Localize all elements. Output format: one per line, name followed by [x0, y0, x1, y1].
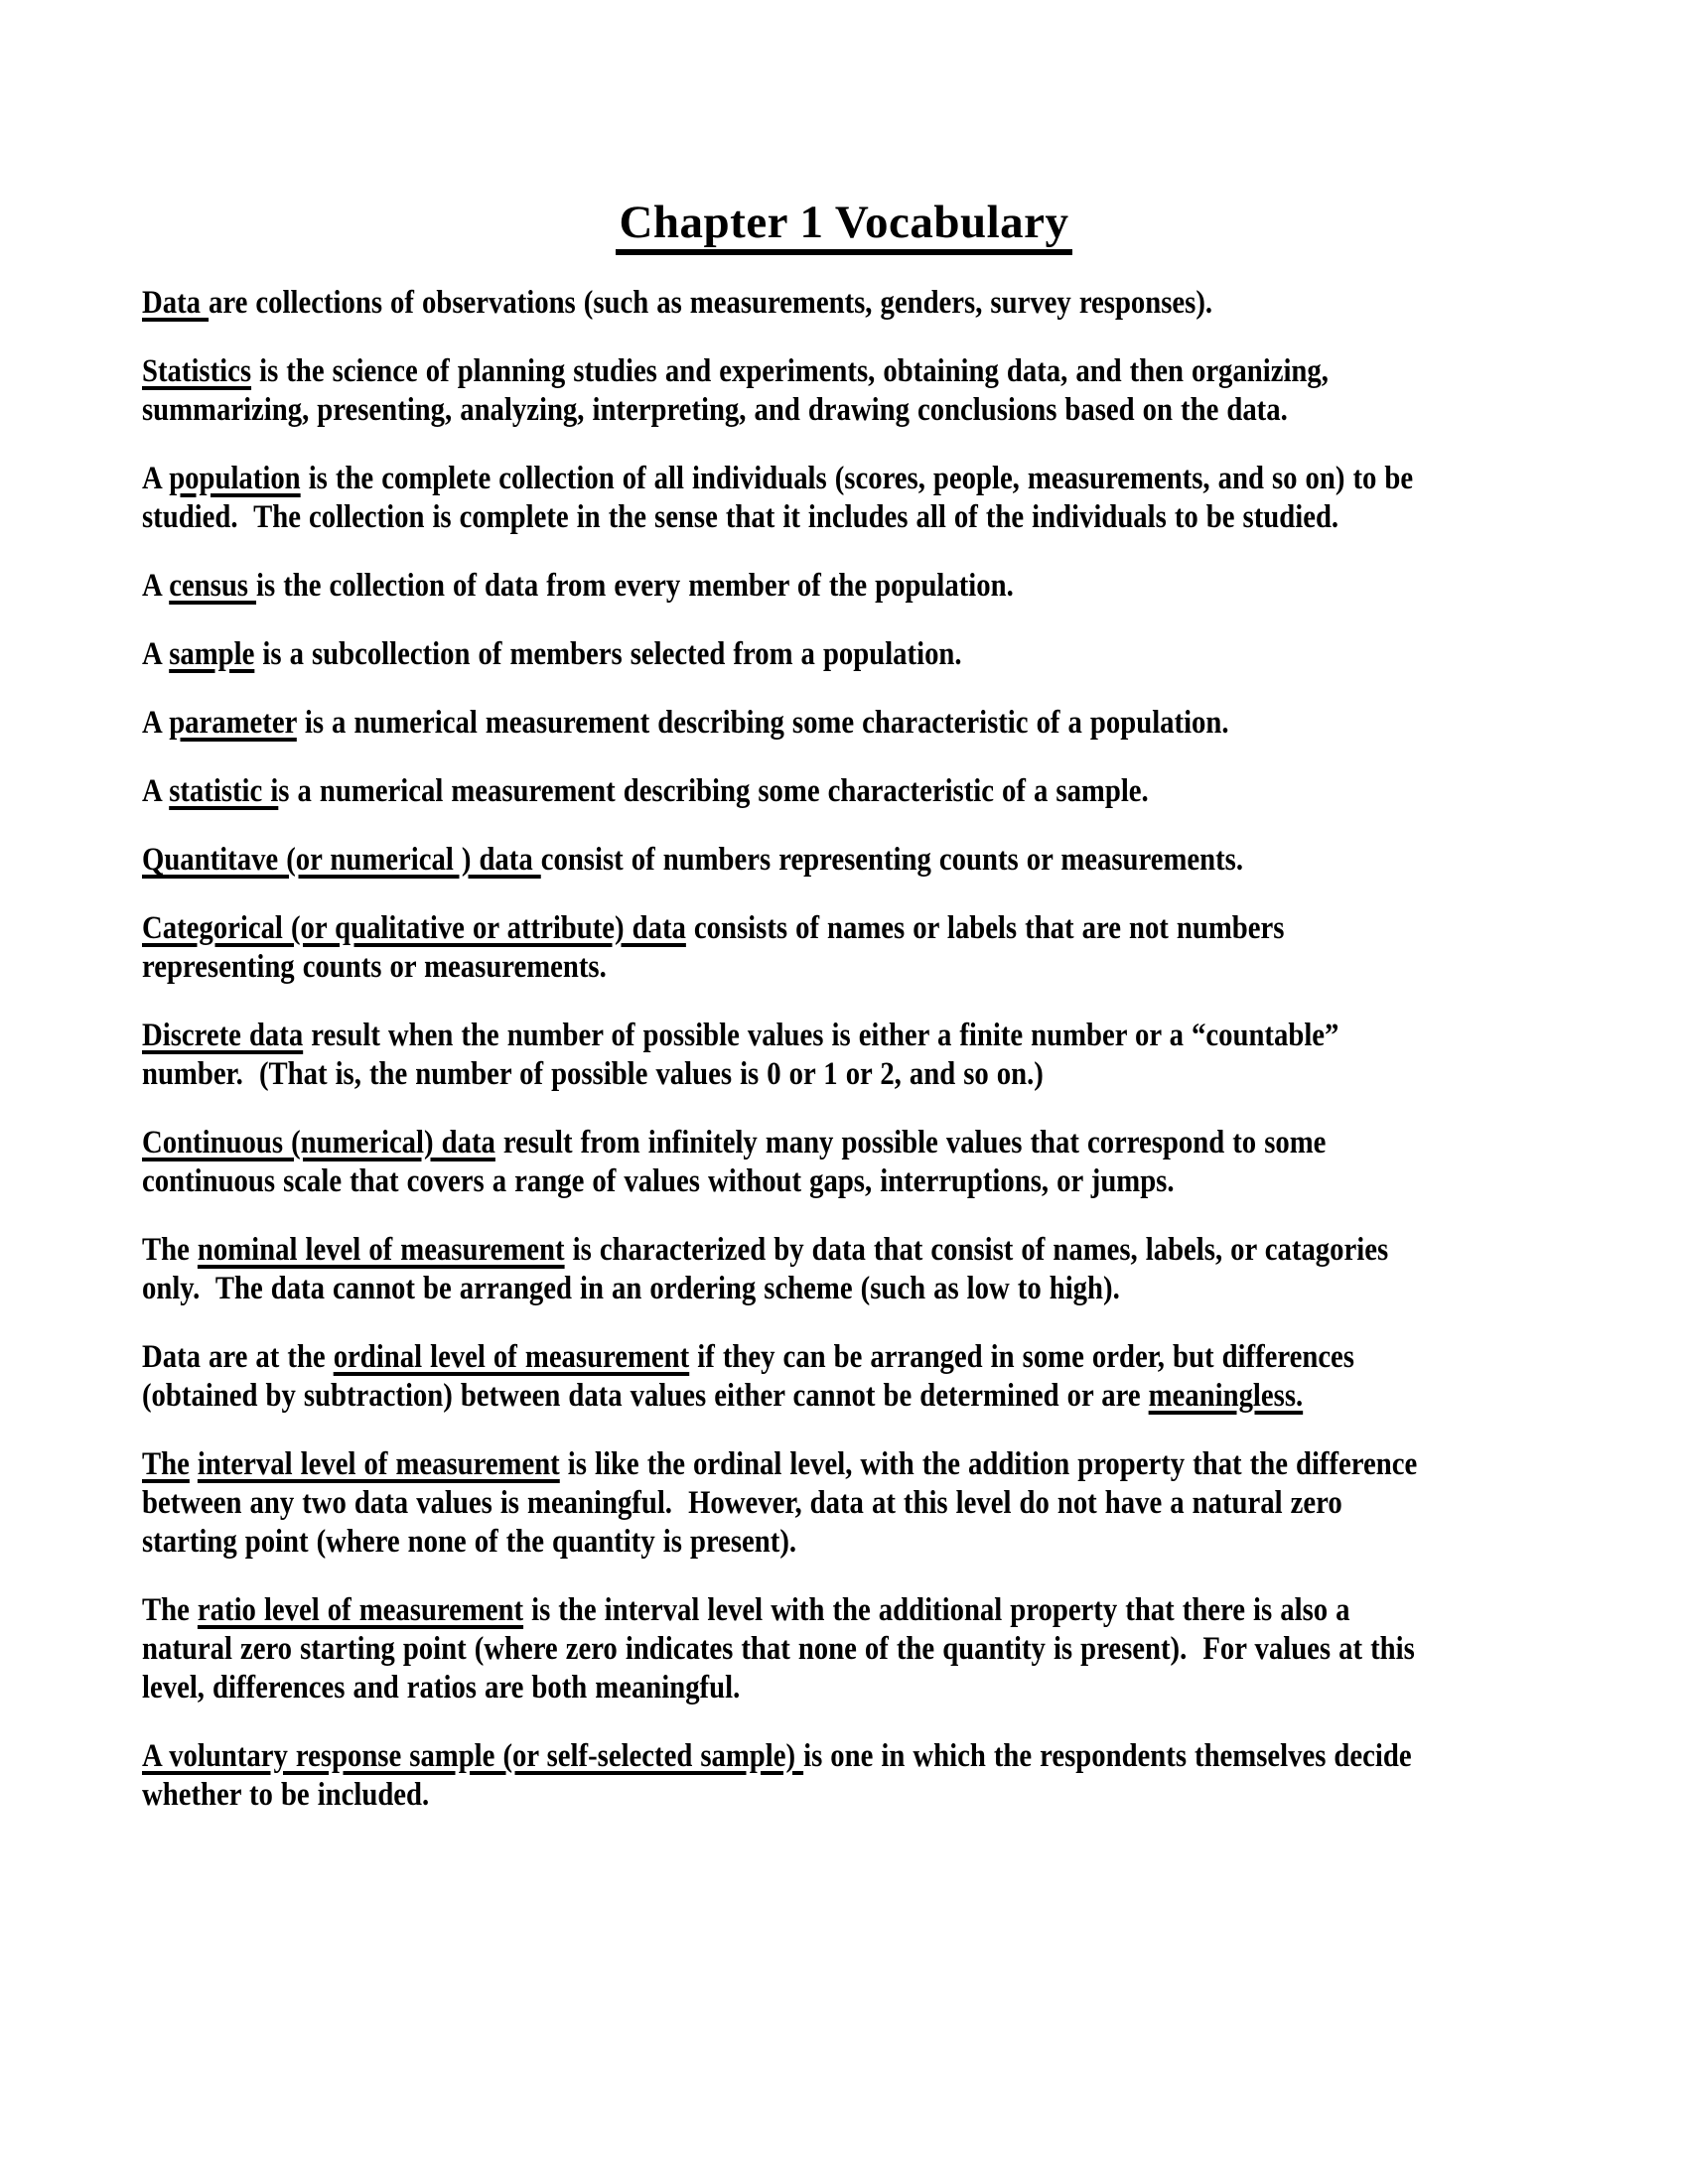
text-run: The	[142, 1592, 198, 1628]
text-run: consists of names or labels that are not numbers representing counts or measurements.	[142, 910, 1293, 985]
text-run: is like the ordinal level, with the addition property that the difference between any two data values is meaningful. However, data at this level do not have a natural zero starting point (where none of the quantity is present).	[142, 1446, 1426, 1560]
underlined-term: Continuous (numerical) data	[142, 1125, 495, 1160]
paragraph	[142, 567, 1438, 606]
underlined-term: Statistics	[142, 353, 252, 389]
underlined-term: nominal level of measurement	[197, 1232, 565, 1268]
paragraph	[142, 1017, 1438, 1094]
text-run: result when the number of possible values is either a finite number or a “countable” number. (That is, the number of possible values is 0 or 1 or 2, and so on.)	[142, 1018, 1347, 1092]
text-run: consist of numbers representing counts or measurements.	[540, 842, 1244, 878]
underlined-term: Quantitave (or numerical ) data	[142, 842, 541, 878]
paragraph	[142, 1231, 1438, 1308]
text-run: is a subcollection of members selected from a population.	[254, 636, 962, 672]
text-run: result from infinitely many possible values that correspond to some continuous scale that covers a range of values without gaps, interruptions, or jumps.	[142, 1125, 1335, 1199]
document-body	[142, 284, 1438, 1844]
text-run: is characterized by data that consist of names, labels, or catagories only. The data cannot be arranged in an ordering scheme (such as low to high).	[142, 1232, 1397, 1306]
text-run: s a numerical measurement describing some characteristic of a sample.	[278, 773, 1149, 809]
underlined-term: ratio level of measurement	[197, 1592, 524, 1628]
text-run: A	[142, 773, 170, 809]
paragraph	[142, 460, 1438, 537]
text-run: A	[142, 636, 170, 672]
text-run: is the complete collection of all individuals (scores, people, measurements, and so on) to be studied. The collection is complete in the sense that it includes all of the individuals to be studied.	[142, 461, 1422, 535]
text-run: A	[142, 705, 170, 741]
paragraph	[142, 352, 1438, 430]
underlined-term: ordinal level of measurement	[333, 1339, 690, 1375]
underlined-term: Data	[142, 285, 210, 321]
text-run: A	[142, 568, 170, 604]
page-title	[0, 197, 1688, 255]
paragraph	[142, 841, 1438, 880]
paragraph	[142, 635, 1438, 674]
text-run: A	[142, 461, 170, 496]
underlined-term: population	[169, 461, 301, 496]
paragraph	[142, 909, 1438, 987]
underlined-term: sample	[169, 636, 255, 672]
paragraph	[142, 284, 1438, 323]
text-run: Data are at the	[142, 1339, 334, 1375]
underlined-term: Discrete data	[142, 1018, 304, 1053]
text-run: The	[142, 1232, 198, 1268]
paragraph	[142, 1445, 1438, 1562]
paragraph	[142, 1338, 1438, 1416]
text-run: is a numerical measurement describing some characteristic of a population.	[296, 705, 1229, 741]
text-run: if they can be arranged in some order, but differences (obtained by subtraction) between data values either cannot be determined or are	[142, 1339, 1363, 1414]
underlined-term: The	[142, 1446, 190, 1482]
paragraph	[142, 1737, 1438, 1815]
paragraph	[142, 772, 1438, 811]
text-run: are collections of observations (such as measurements, genders, survey responses).	[209, 285, 1213, 321]
underlined-term: parameter	[169, 705, 297, 741]
underlined-term: Categorical (or qualitative or attribute) data	[142, 910, 686, 946]
paragraph	[142, 1591, 1438, 1707]
underlined-term: statistic i	[169, 773, 279, 809]
underlined-term: A voluntary response sample (or self-selected sample)	[142, 1738, 804, 1774]
underlined-term: meaningless.	[1148, 1378, 1304, 1414]
underlined-term: interval level of measurement	[197, 1446, 560, 1482]
text-run: is the collection of data from every member of the population.	[256, 568, 1014, 604]
page-title-text: Chapter 1 Vocabulary	[616, 200, 1071, 255]
paragraph	[142, 1124, 1438, 1201]
text-run: is the science of planning studies and experiments, obtaining data, and then organizing, summarizing, presenting, analyzing, interpreting, and drawing conclusions based on the data.	[142, 353, 1336, 428]
text-run: is one in which the respondents themselves decide whether to be included.	[142, 1738, 1420, 1813]
paragraph	[142, 704, 1438, 743]
underlined-term: census	[169, 568, 257, 604]
text-run: is the interval level with the additional property that there is also a natural zero starting point (where zero indicates that none of the quantity is present). For values at this level, differences and ratios are both meaningful.	[142, 1592, 1423, 1706]
